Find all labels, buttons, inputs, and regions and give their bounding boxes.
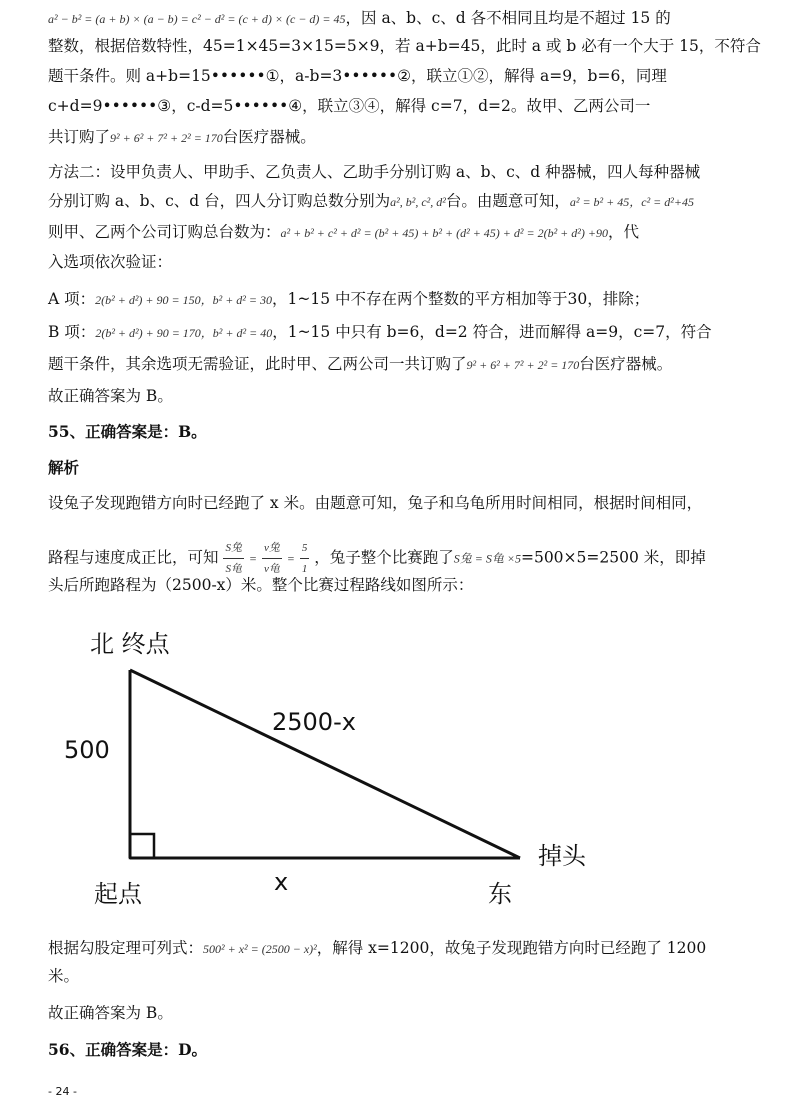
text-line-20: 米。: [48, 967, 80, 985]
turn-label: 掉头: [538, 842, 586, 870]
equation: a² + b² + c² + d² = (b² + 45) + b² + (d² + 45) + d² = 2(b² + d²) +90: [280, 226, 608, 240]
fraction-s: $\frac{\text{S兔}}{\text{S龟}}$: [223, 538, 244, 579]
equation: 9² + 6² + 7² + 2² = 170: [466, 358, 580, 372]
equation: a², b², c², d²: [390, 195, 446, 209]
question-56-heading: 56、正确答案是：D。: [48, 1040, 208, 1059]
hypotenuse: [130, 670, 520, 858]
analysis-heading: 解析: [48, 458, 80, 477]
text-line-4: c+d=9••••••③，c-d=5••••••④，联立③④，解得 c=7，d=2。故甲、乙两公司一: [48, 97, 651, 115]
text-line-7: 分别订购 a、b、c、d 台，四人分订购总数分别为a², b², c², d²台。由题意可知，a² = b² + 45，c² = d²+45: [48, 192, 694, 210]
right-angle-marker: [130, 834, 154, 858]
text-line-18: 头后所跑路程为（2500-x）米。整个比赛过程路线如图所示：: [48, 576, 474, 594]
text-line-17: 路程与速度成正比，可知 $\frac{\text{S兔}}{\text{S龟}}$ = $\frac{\text{v兔}}{\text{v龟}}$ = $\frac{5}{1}$ ，兔子整个比赛跑了S兔 = S龟 ×5=500×5=2500 米，即掉: [48, 538, 768, 579]
question-55-heading: 55、正确答案是：B。: [48, 422, 207, 441]
option-b-line: B 项：2(b² + d²) + 90 = 170，b² + d² = 40，1~15 中只有 b=6，d=2 符合，进而解得 a=9，c=7，符合: [48, 323, 712, 341]
north-end-label: 北 终点: [90, 630, 170, 658]
text-line-12: 题干条件，其余选项无需验证，此时甲、乙两公司一共订购了9² + 6² + 7² + 2² = 170台医疗器械。: [48, 355, 673, 373]
fraction-ratio: $\frac{5}{1}$: [300, 538, 310, 579]
text-line-9: 入选项依次验证：: [48, 253, 173, 271]
equation: a² − b² = (a + b) × (a − b) = c² − d² = (c + d) × (c − d) = 45: [48, 12, 346, 26]
text-line-5: 共订购了9² + 6² + 7² + 2² = 170台医疗器械。: [48, 128, 316, 146]
base-length-label: x: [274, 868, 289, 896]
text-line-2: 整数，根据倍数特性，45=1×45=3×15=5×9，若 a+b=45，此时 a 或 b 必有一个大于 15，不符合: [48, 37, 761, 55]
vertical-length-label: 500: [64, 736, 110, 764]
east-label: 东: [488, 880, 512, 908]
text-line-8: 则甲、乙两个公司订购总台数为：a² + b² + c² + d² = (b² + 45) + b² + (d² + 45) + d² = 2(b² + d²) +90，代: [48, 223, 639, 241]
answer-line-55: 故正确答案为 B。: [48, 1004, 173, 1022]
text-line-6: 方法二：设甲负责人、甲助手、乙负责人、乙助手分别订购 a、b、c、d 种器械，四人每种器械: [48, 163, 701, 181]
equation: a² = b² + 45，c² = d²+45: [569, 195, 694, 209]
equation: 9² + 6² + 7² + 2² = 170: [110, 131, 223, 145]
hypotenuse-label: 2500-x: [272, 708, 356, 736]
fraction-v: $\frac{\text{v兔}}{\text{v龟}}$: [262, 538, 282, 579]
option-a-line: A 项：2(b² + d²) + 90 = 150，b² + d² = 30，1~15 中不存在两个整数的平方相加等于30，排除；: [48, 290, 650, 308]
text-line-3: 题干条件。则 a+b=15••••••①，a-b=3••••••②，联立①②，解得 a=9，b=6，同理: [48, 67, 667, 85]
equation: 2(b² + d²) + 90 = 150，b² + d² = 30: [95, 293, 272, 307]
answer-line: 故正确答案为 B。: [48, 387, 173, 405]
text-line-16: 设兔子发现跑错方向时已经跑了 x 米。由题意可知，兔子和乌龟所用时间相同，根据时间相同，: [48, 494, 703, 512]
page-number: - 24 -: [48, 1085, 77, 1098]
text-line-19: 根据勾股定理可列式：500² + x² = (2500 − x)²，解得 x=1200，故兔子发现跑错方向时已经跑了 1200: [48, 939, 707, 957]
equation: 2(b² + d²) + 90 = 170，b² + d² = 40: [95, 326, 273, 340]
text-line-1: a² − b² = (a + b) × (a − b) = c² − d² = (c + d) × (c − d) = 45，因 a、b、c、d 各不相同且均是不超过 15 的: [48, 9, 671, 27]
equation: 500² + x² = (2500 − x)²: [203, 942, 317, 956]
start-label: 起点: [94, 880, 142, 908]
route-diagram: [60, 612, 620, 912]
equation: S兔 = S龟 ×5: [453, 551, 521, 566]
